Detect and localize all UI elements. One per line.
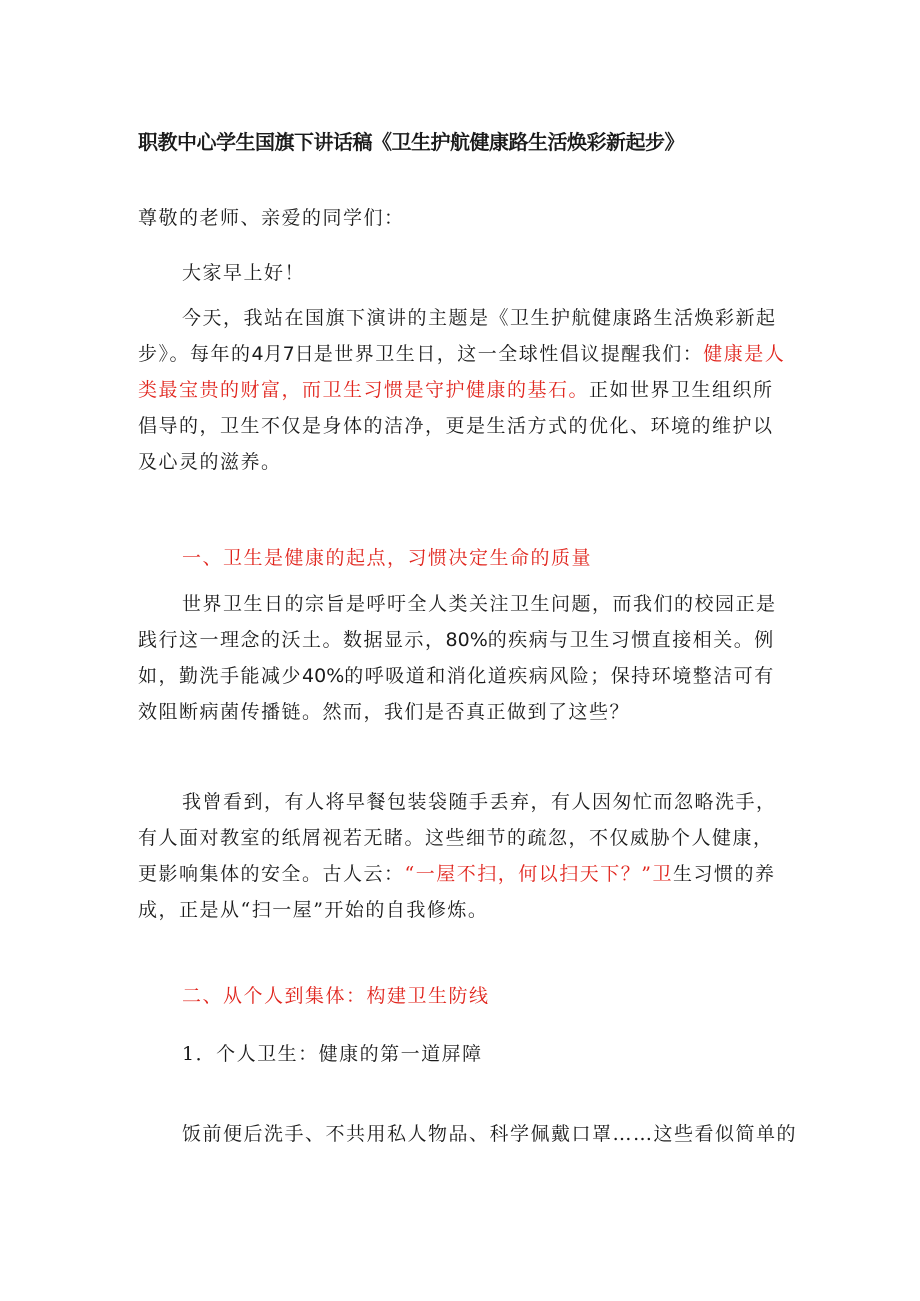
ancient-quote: “一屋不扫，何以扫天下？”卫 [404,863,673,885]
greeting: 大家早上好！ [182,262,306,284]
paragraph-data-text-2: 的疾病与卫生习惯直接相关。例如，勤洗手能减少 [138,629,775,687]
paragraph-personal-hygiene: 饭前便后洗手、不共用私人物品、科学佩戴口罩……这些看似简单的 [182,1123,798,1145]
handwashing-percentage: 40% [302,665,345,687]
paragraph-intro-text-1: 今天，我站在国旗下演讲的主题是《卫生护航健康路生活焕彩新起步》。每年的 [138,307,777,365]
paragraph-observation-text-1: 我曾看到，有人将早餐包装袋随手丢弃，有人因匆忙而忽略洗手，有人面对教室的纸屑视若无睹。这些细节的疏忽，不仅威胁个人健康，更影响集体的安全。古人云： [138,791,777,885]
salutation: 尊敬的老师、亲爱的同学们： [138,207,405,229]
subheading-personal-hygiene: 1．个人卫生：健康的第一道屏障 [182,1043,483,1065]
paragraph-intro-highlight: 健康是人类最宝贵的财富，而卫生习惯是守护健康的基石。 [138,343,786,401]
disease-percentage: 80% [445,629,488,651]
paragraph-observation-text-2: 生习惯的养成，正是从“扫一屋”开始的自我修炼。 [138,863,776,921]
paragraph-observation [138,784,786,928]
world-health-day-date: 4月7日 [251,343,314,365]
section-heading-2: 二、从个人到集体：构建卫生防线 [182,985,490,1007]
paragraph-intro-text-3: 正如世界卫生组织所倡导的，卫生不仅是身体的洁净，更是生活方式的优化、环境的维护以及心灵的滋养。 [138,379,774,473]
paragraph-data [138,586,786,730]
paragraph-intro-text-2: 是世界卫生日，这一全球性倡议提醒我们： [313,343,704,365]
paragraph-intro [138,300,786,480]
paragraph-data-text-3: 的呼吸道和消化道疾病风险；保持环境整洁可有效阻断病菌传播链。然而，我们是否真正做到了这些？ [138,665,775,723]
paragraph-data-text-1: 世界卫生日的宗旨是呼吁全人类关注卫生问题，而我们的校园正是践行这一理念的沃土。数据显示， [138,593,777,651]
section-heading-1: 一、卫生是健康的起点，习惯决定生命的质量 [182,547,593,569]
document-title: 职教中心学生国旗下讲话稿《卫生护航健康路生活焕彩新起步》 [138,130,684,154]
